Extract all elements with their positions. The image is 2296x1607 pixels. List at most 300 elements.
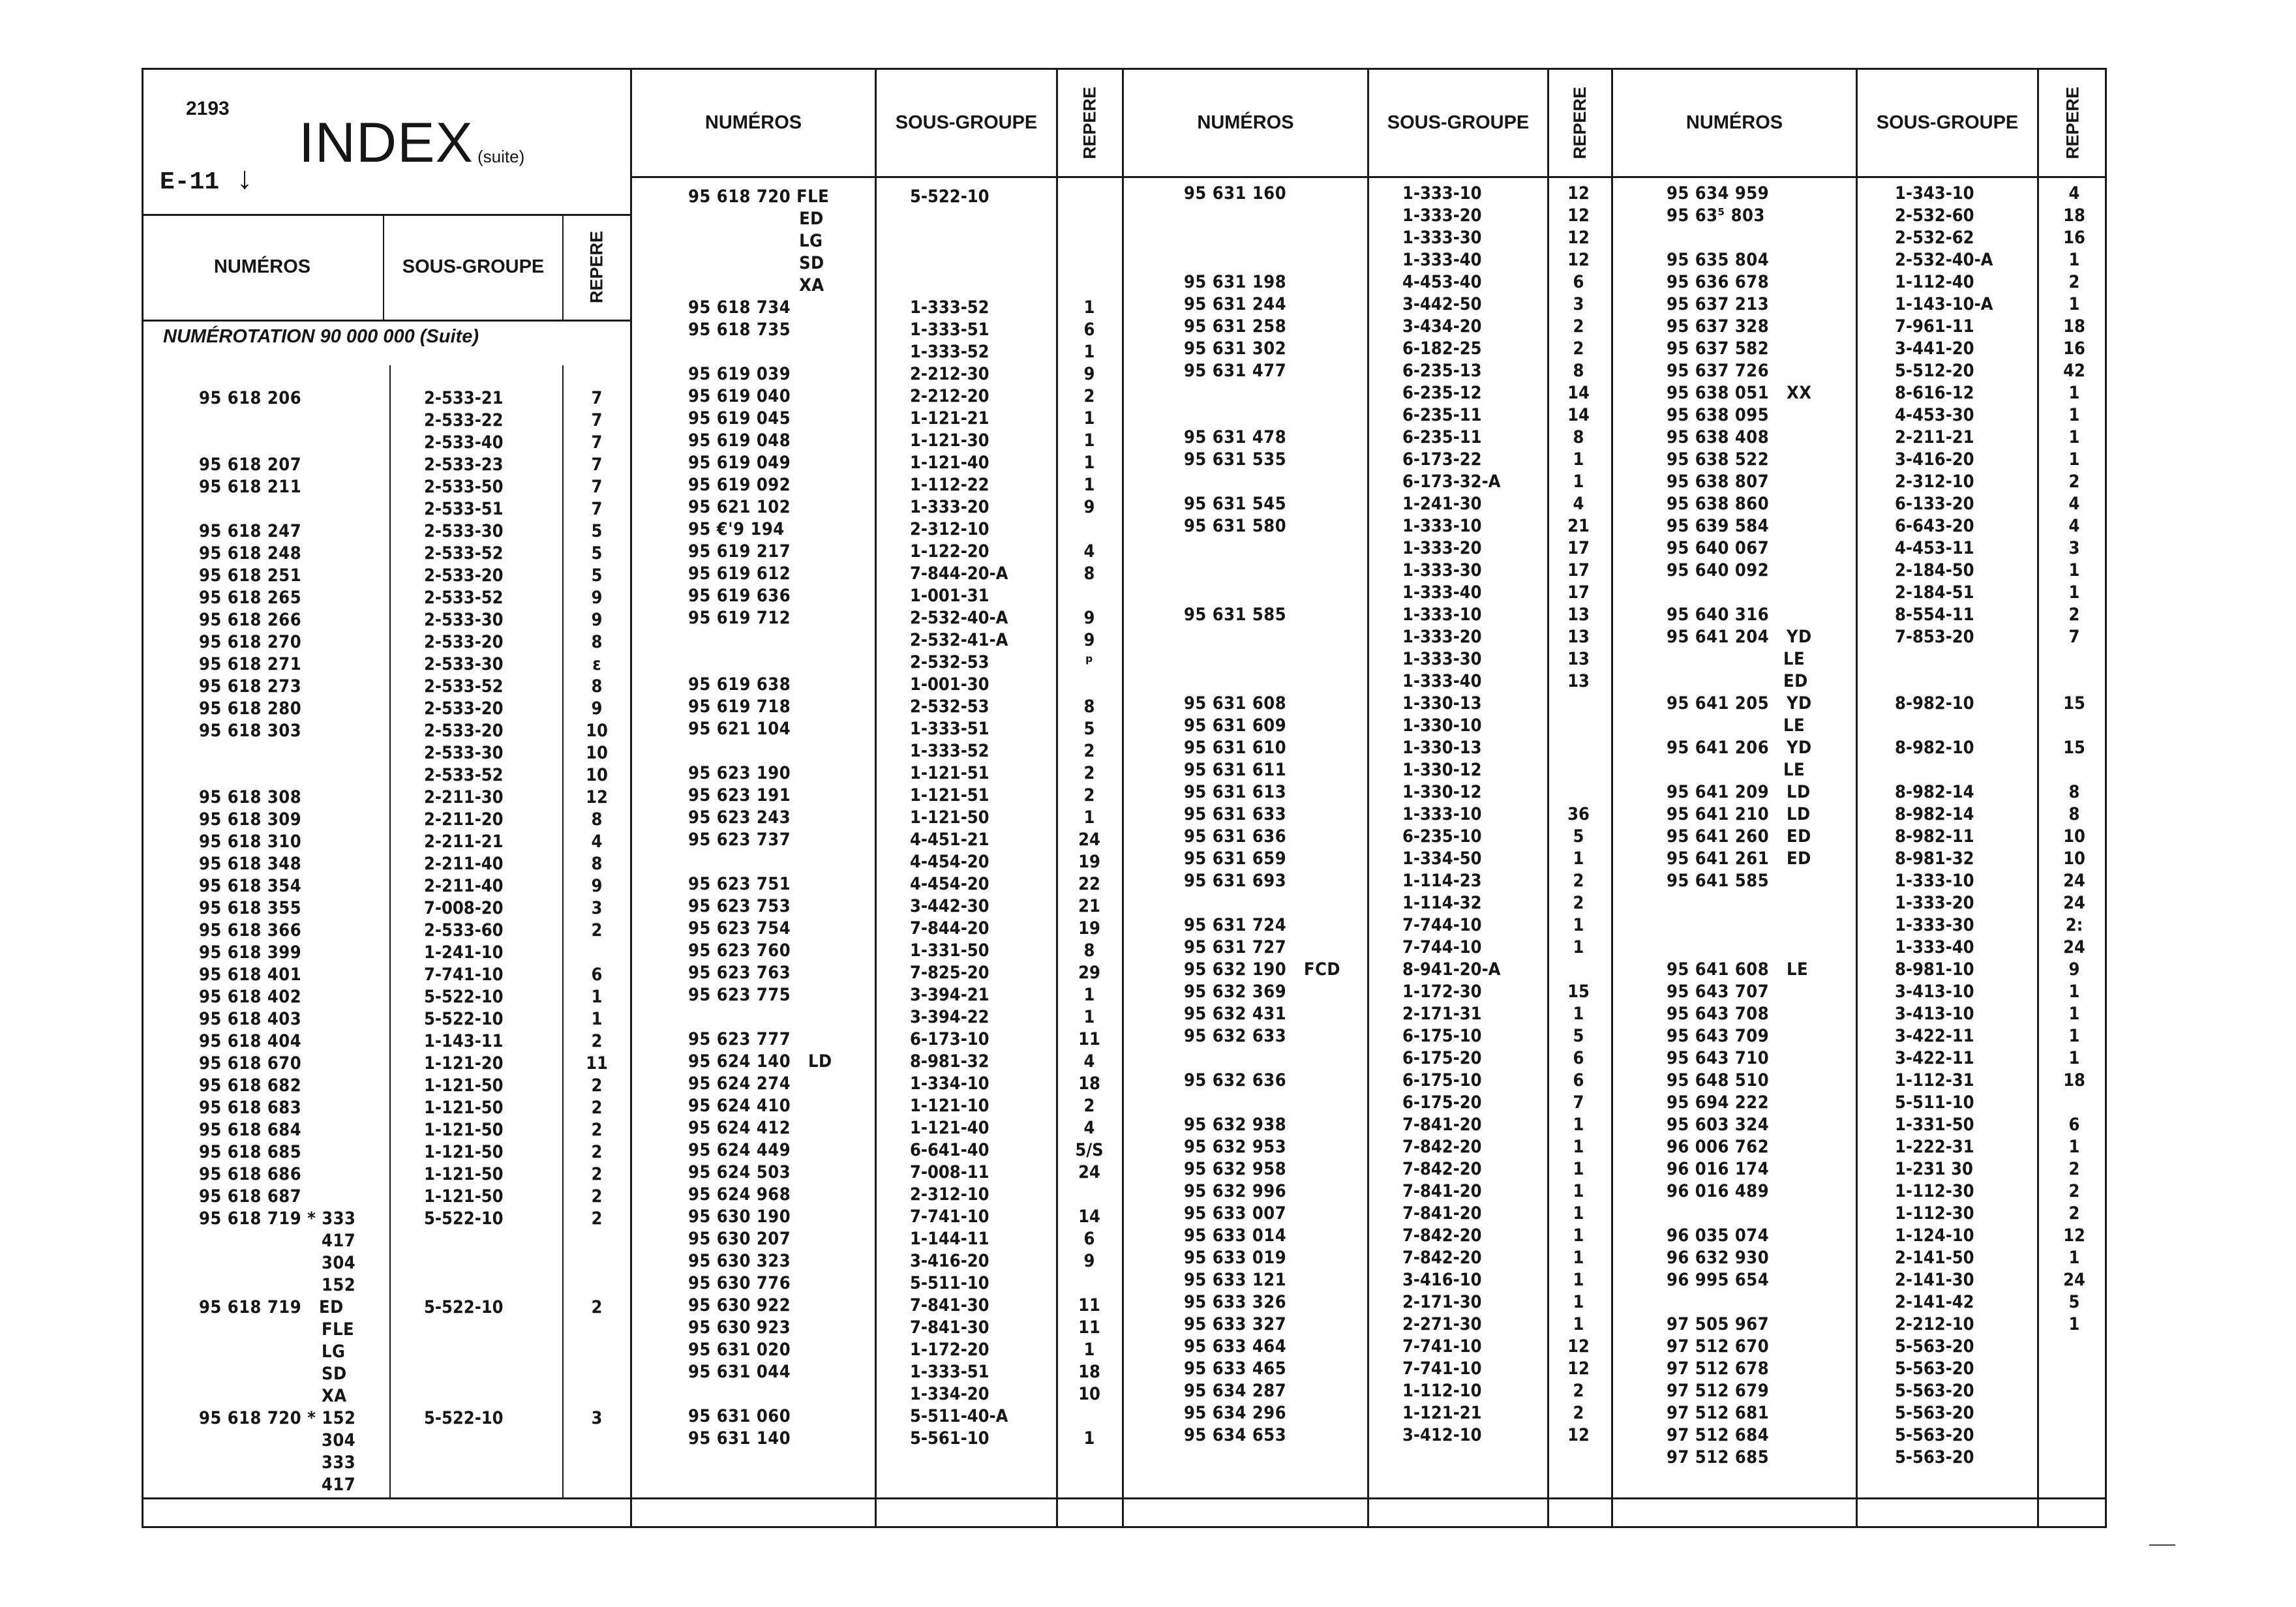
cell-repere: 2 [2068, 1203, 2080, 1224]
cell-sous-groupe: 2-141-50 [1895, 1248, 1974, 1268]
cell-numeros: 95 633 465 [1184, 1359, 1287, 1379]
cell-sous-groupe: 4-453-11 [1895, 538, 1974, 558]
cell-repere: 5 [1083, 719, 1095, 739]
cell-sous-groupe: 1-112-10 [1402, 1381, 1482, 1401]
cell-repere: 6 [1573, 272, 1584, 292]
cell-numeros: 95 643 707 [1667, 982, 1770, 1002]
column-sous-groupe [1402, 183, 1500, 1447]
cell-sous-groupe: 1-333-20 [1402, 538, 1482, 558]
cell-sous-groupe: 7-825-20 [910, 963, 989, 983]
cell-sous-groupe: 6-173-10 [910, 1029, 989, 1049]
cell-repere: 4 [1083, 541, 1095, 562]
cell-repere: 1 [1573, 1248, 1584, 1268]
cell-repere: 16 [2063, 338, 2085, 359]
cell-numeros: 95 618 719 ED [199, 1297, 344, 1317]
cell-repere: 12 [1567, 183, 1590, 203]
cell-repere: 1 [1573, 1203, 1584, 1224]
cell-numeros: 95 618 683 [199, 1098, 302, 1118]
cell-repere: 1 [1573, 849, 1584, 869]
cell-numeros [1667, 227, 1812, 249]
cell-repere: 4 [1573, 494, 1584, 514]
cell-numeros: 97 512 679 [1667, 1381, 1770, 1401]
column-repere [574, 365, 620, 1496]
cell-numeros: 95 631 477 [1184, 361, 1287, 381]
cell-numeros: 95 619 638 [688, 674, 791, 695]
cell-repere: 4 [1083, 1118, 1095, 1138]
cell-repere: 12 [1567, 1336, 1590, 1357]
cell-numeros [1667, 582, 1812, 604]
cell-numeros: 95 619 612 [688, 563, 791, 584]
cell-numeros: 95 618 270 [199, 632, 302, 652]
cell-numeros: 304 [199, 1430, 356, 1450]
cell-repere: 1 [1083, 342, 1095, 362]
cell-sous-groupe: 2-171-31 [1402, 1004, 1482, 1024]
cell-repere: 8 [1573, 361, 1584, 381]
cell-numeros [688, 740, 832, 762]
cell-repere: 1 [1083, 1428, 1095, 1449]
cell-repere: 2 [1083, 386, 1095, 406]
cell-sous-groupe: 7-842-20 [1402, 1248, 1482, 1268]
cell-numeros: 95 624 412 [688, 1118, 791, 1138]
header-sous-groupe: SOUS-GROUPE [1876, 112, 2019, 133]
cell-numeros: 95 631 633 [1184, 804, 1287, 824]
cell-sous-groupe: 1-172-20 [910, 1340, 989, 1360]
cell-sous-groupe: 2-533-21 [424, 388, 504, 408]
cell-sous-groupe: 1-121-21 [910, 408, 989, 428]
cell-sous-groupe: 1-121-51 [910, 763, 989, 783]
cell-numeros [199, 432, 355, 454]
cell-repere [2051, 1092, 2097, 1114]
cell-sous-groupe: 6-182-25 [1402, 338, 1482, 359]
cell-sous-groupe: 2-211-40 [424, 854, 504, 874]
cell-numeros: 95 618 247 [199, 521, 302, 541]
cell-sous-groupe: 1-121-20 [424, 1053, 504, 1074]
cell-numeros: 95 631 610 [1184, 738, 1287, 758]
cell-sous-groupe: 1-333-40 [1895, 937, 1974, 957]
cell-numeros: 95 624 410 [688, 1096, 791, 1116]
cell-repere: 3 [591, 1408, 603, 1428]
cell-repere: 10 [586, 743, 608, 763]
cell-repere: 1 [2068, 383, 2080, 403]
cell-repere: 2 [591, 1209, 603, 1229]
cell-sous-groupe: 2-533-30 [424, 743, 504, 763]
cell-repere: 1 [2068, 250, 2080, 270]
cell-repere: 5 [591, 521, 603, 541]
cell-sous-groupe: 2-533-30 [424, 654, 504, 674]
cell-sous-groupe: 1-231 30 [1895, 1159, 1973, 1179]
column-repere [2051, 183, 2097, 1469]
cell-sous-groupe: 1-333-20 [910, 497, 989, 517]
cell-numeros: 95 639 584 [1667, 516, 1770, 536]
cell-repere: 1 [1083, 453, 1095, 473]
cell-sous-groupe: 1-143-11 [424, 1031, 504, 1051]
cell-numeros: 95 637 328 [1667, 316, 1770, 337]
cell-numeros: 95 638 807 [1667, 472, 1770, 492]
cell-sous-groupe: 1-330-12 [1402, 760, 1482, 780]
cell-numeros: 96 995 654 [1667, 1270, 1770, 1290]
cell-numeros: 95 640 092 [1667, 560, 1770, 580]
cell-repere: 1 [2068, 294, 2080, 314]
cell-sous-groupe: 7-853-20 [1895, 627, 1974, 647]
cell-repere: 17 [1567, 560, 1590, 580]
cell-sous-groupe [424, 1385, 504, 1407]
cell-repere: 1 [2068, 1314, 2080, 1334]
cell-repere: 2 [591, 1297, 603, 1317]
cell-numeros: 95 603 324 [1667, 1115, 1770, 1135]
cell-numeros: 95 630 923 [688, 1317, 791, 1338]
cell-numeros: 95 619 718 [688, 697, 791, 717]
cell-sous-groupe: 2-212-30 [910, 364, 989, 384]
cell-numeros [1667, 1291, 1812, 1314]
cell-repere: 5/S [1075, 1140, 1104, 1160]
cell-sous-groupe: 2-312-10 [910, 1184, 989, 1205]
cell-repere: 8 [591, 854, 603, 874]
cell-repere: 2 [1573, 338, 1584, 359]
cell-sous-groupe: 3-422-11 [1895, 1048, 1974, 1068]
cell-numeros: 95 624 449 [688, 1140, 791, 1160]
cell-sous-groupe: 1-121-40 [910, 453, 989, 473]
cell-repere: 1 [2068, 1137, 2080, 1157]
cell-sous-groupe: 5-563-20 [1895, 1447, 1974, 1467]
cell-numeros: 95 618 401 [199, 965, 302, 985]
cell-repere: 9 [591, 610, 603, 630]
cell-numeros [199, 410, 355, 432]
panel-divider [630, 68, 632, 1528]
cell-repere: 24 [2063, 1270, 2085, 1290]
cell-sous-groupe [910, 275, 1008, 297]
cell-repere: 1 [1083, 1340, 1095, 1360]
cell-numeros: 95 623 191 [688, 785, 791, 805]
cell-repere: 2 [1573, 316, 1584, 337]
cell-repere: 8 [591, 632, 603, 652]
cell-repere [574, 1363, 620, 1385]
cell-numeros: 95 618 248 [199, 543, 302, 563]
cell-sous-groupe: 3-412-10 [1402, 1425, 1482, 1445]
cell-repere: 15 [2063, 738, 2085, 758]
cell-numeros: 95 623 777 [688, 1029, 791, 1049]
cell-sous-groupe: 7-741-10 [910, 1207, 989, 1227]
cell-numeros: 95 623 751 [688, 874, 791, 894]
cell-repere: 2 [1573, 1381, 1584, 1401]
cell-repere: 18 [1078, 1362, 1100, 1382]
cell-numeros: 97 505 967 [1667, 1314, 1770, 1334]
cell-numeros: 95 641 204 YD [1667, 627, 1812, 647]
cell-sous-groupe: 7-841-30 [910, 1295, 989, 1315]
cell-sous-groupe: 1-333-52 [910, 342, 989, 362]
cell-numeros: 95 637 213 [1667, 294, 1770, 314]
cell-repere: 2 [1083, 741, 1095, 761]
cell-numeros [1184, 670, 1340, 693]
cell-repere: 2 [1083, 763, 1095, 783]
cell-repere: 16 [2063, 228, 2085, 248]
cell-numeros: 95 638 051 XX [1667, 383, 1812, 403]
cell-repere: 24 [2063, 871, 2085, 891]
cell-repere: 17 [1567, 538, 1590, 558]
cell-numeros: 95 631 160 [1184, 183, 1287, 203]
header-numeros: NUMÉROS [213, 256, 311, 277]
cell-sous-groupe: 1-333-52 [910, 741, 989, 761]
cell-sous-groupe: 7-008-20 [424, 898, 504, 918]
cell-numeros: 95 648 510 [1667, 1070, 1770, 1090]
cell-repere: 17 [1567, 582, 1590, 603]
cell-sous-groupe: 2-533-23 [424, 455, 504, 475]
cell-repere: 2 [2068, 272, 2080, 292]
cell-sous-groupe [1895, 715, 1993, 737]
cell-repere [574, 1474, 620, 1496]
cell-numeros: 95 631 693 [1184, 871, 1287, 891]
cell-repere: 13 [1567, 627, 1590, 647]
cell-numeros: 95 618 271 [199, 654, 302, 674]
cell-repere: 2 [591, 1031, 603, 1051]
cell-sous-groupe: 2-533-20 [424, 632, 504, 652]
cell-repere: 2 [591, 1186, 603, 1207]
cell-repere: 5 [591, 565, 603, 586]
column-sous-groupe [424, 365, 504, 1496]
cell-numeros: 95 619 048 [688, 430, 791, 451]
cell-sous-groupe: 8-982-10 [1895, 693, 1974, 713]
cell-numeros: 95 631 060 [688, 1406, 791, 1426]
cell-sous-groupe: 1-121-51 [910, 785, 989, 805]
cell-numeros: 95 631 302 [1184, 338, 1287, 359]
cell-sous-groupe: 2-312-10 [1895, 472, 1974, 492]
cell-repere [1070, 208, 1109, 230]
cell-repere: 5 [1573, 1026, 1584, 1046]
cell-sous-groupe [910, 208, 1008, 230]
cell-numeros: 95 634 296 [1184, 1403, 1287, 1423]
cell-numeros: 95 621 102 [688, 497, 791, 517]
header-sous-groupe: SOUS-GROUPE [402, 256, 545, 277]
cell-numeros: 95 618 682 [199, 1075, 302, 1096]
cell-numeros: 95 632 953 [1184, 1137, 1287, 1157]
cell-sous-groupe [424, 365, 504, 387]
section-label: NUMÉROTATION 90 000 000 (Suite) [163, 326, 479, 347]
cell-repere: 1 [2068, 982, 2080, 1002]
cell-sous-groupe: 2-212-10 [1895, 1314, 1974, 1334]
cell-numeros: 95 624 140 LD [688, 1051, 832, 1072]
cell-repere: 1 [2068, 1048, 2080, 1068]
cell-numeros [1184, 537, 1340, 560]
cell-repere: 1 [2068, 1026, 2080, 1046]
cell-sous-groupe [424, 1474, 504, 1496]
cell-sous-groupe: 1-333-30 [1402, 228, 1482, 248]
cell-repere: 6 [2068, 1115, 2080, 1135]
cell-repere: 7 [591, 477, 603, 497]
cell-repere: 12 [2063, 1225, 2085, 1246]
cell-repere: 1 [1083, 475, 1095, 495]
cell-repere: 15 [2063, 693, 2085, 713]
cell-numeros [1184, 648, 1340, 670]
cell-repere: 4 [1083, 1051, 1095, 1072]
cell-numeros: 95 631 535 [1184, 449, 1287, 470]
cell-sous-groupe: 2-533-52 [424, 676, 504, 697]
cell-numeros: 95 641 209 LD [1667, 782, 1811, 802]
cell-sous-groupe: 7-842-20 [1402, 1225, 1482, 1246]
cell-numeros: 95 631 580 [1184, 516, 1287, 536]
cell-repere: 10 [586, 721, 608, 741]
cell-repere: 18 [2063, 1070, 2085, 1090]
cell-repere [574, 1252, 620, 1274]
cell-repere [1070, 186, 1109, 208]
cell-sous-groupe: 1-333-10 [1402, 804, 1482, 824]
cell-sous-groupe: 5-563-20 [1895, 1403, 1974, 1423]
cell-sous-groupe: 8-981-32 [1895, 849, 1974, 869]
cell-numeros: 95 630 323 [688, 1251, 791, 1271]
cell-sous-groupe: 6-175-10 [1402, 1070, 1482, 1090]
cell-repere [1070, 1405, 1109, 1428]
column-divider [1547, 68, 1549, 1528]
cell-numeros: LG [688, 231, 823, 251]
cell-repere: 2 [1083, 1096, 1095, 1116]
cell-repere: 6 [591, 965, 603, 985]
cell-numeros: XA [199, 1386, 347, 1406]
cell-numeros: 95 619 040 [688, 386, 791, 406]
cell-repere: 9 [1083, 1251, 1095, 1271]
cell-sous-groupe: 2-271-30 [1402, 1314, 1482, 1334]
cell-repere: 2 [591, 920, 603, 940]
cell-sous-groupe: 2-533-20 [424, 565, 504, 586]
cell-repere: 14 [1078, 1207, 1100, 1227]
header-sous-groupe: SOUS-GROUPE [1387, 112, 1530, 133]
cell-numeros [688, 1383, 832, 1405]
cell-numeros: 95 632 996 [1184, 1181, 1287, 1201]
cell-numeros: 95 641 210 LD [1667, 804, 1811, 824]
cell-numeros: 95 618 206 [199, 388, 302, 408]
cell-sous-groupe: 6-641-40 [910, 1140, 989, 1160]
cell-sous-groupe: 7-841-20 [1402, 1203, 1482, 1224]
cell-repere [1559, 715, 1598, 737]
cell-repere: 1 [1573, 449, 1584, 470]
cell-sous-groupe: 8-982-14 [1895, 782, 1974, 802]
cell-repere: 8 [1083, 697, 1095, 717]
cell-sous-groupe: 6-643-20 [1895, 516, 1974, 536]
header-rule [630, 176, 2107, 178]
cell-sous-groupe: 1-333-10 [1402, 516, 1482, 536]
cell-repere: 2 [591, 1142, 603, 1162]
cell-repere: 8 [1083, 940, 1095, 961]
cell-sous-groupe: 7-841-20 [1402, 1115, 1482, 1135]
cell-sous-groupe: 4-454-20 [910, 874, 989, 894]
cell-numeros: 95 618 720 FLE [688, 187, 830, 207]
cell-repere: ε [592, 654, 601, 674]
page-number: 2193 [186, 98, 230, 119]
cell-repere: 7 [591, 410, 603, 430]
cell-numeros: 95 631 545 [1184, 494, 1287, 514]
cell-repere: 11 [586, 1053, 608, 1074]
cell-repere: 42 [2063, 361, 2085, 381]
cell-sous-groupe: 6-173-22 [1402, 449, 1482, 470]
cell-numeros: 95 635 804 [1667, 250, 1770, 270]
cell-numeros: 95 618 280 [199, 698, 302, 719]
cell-numeros: 95 640 316 [1667, 605, 1770, 625]
cell-repere: 1 [1573, 1115, 1584, 1135]
cell-numeros: 95 623 754 [688, 918, 791, 939]
cell-sous-groupe: 5-512-20 [1895, 361, 1974, 381]
cell-numeros: 95 €'9 194 [688, 519, 785, 539]
cell-sous-groupe: 3-441-20 [1895, 338, 1974, 359]
cell-sous-groupe: 1-333-10 [1402, 183, 1482, 203]
cell-numeros: 95 631 044 [688, 1362, 791, 1382]
cell-sous-groupe: 1-333-30 [1895, 915, 1974, 935]
cell-repere [2051, 1424, 2097, 1447]
cell-numeros [1184, 626, 1340, 648]
cell-sous-groupe: 1-343-10 [1895, 183, 1974, 203]
column-divider [1856, 68, 1858, 1528]
cell-repere: 10 [1078, 1384, 1100, 1404]
cell-sous-groupe: 2-533-22 [424, 410, 504, 430]
cell-sous-groupe: 1-330-12 [1402, 782, 1482, 802]
cell-numeros: 95 619 049 [688, 453, 791, 473]
cell-numeros: 95 618 309 [199, 809, 302, 830]
cell-repere: 15 [1567, 982, 1590, 1002]
cell-sous-groupe: 2-211-21 [424, 832, 504, 852]
cell-numeros: 95 630 190 [688, 1207, 791, 1227]
cell-sous-groupe: 1-122-20 [910, 541, 989, 562]
cell-sous-groupe: 5-511-10 [1895, 1092, 1974, 1113]
cell-numeros: 95 632 431 [1184, 1004, 1287, 1024]
column-repere [1070, 186, 1109, 1450]
cell-numeros: 95 618 348 [199, 854, 302, 874]
cell-numeros: 95 643 709 [1667, 1026, 1770, 1046]
cell-numeros: 95 631 608 [1184, 693, 1287, 713]
cell-sous-groupe: 2-532-53 [910, 697, 989, 717]
cell-sous-groupe: 3-434-20 [1402, 316, 1482, 337]
cell-sous-groupe: 3-442-50 [1402, 294, 1482, 314]
cell-sous-groupe: 2-533-40 [424, 432, 504, 453]
cell-sous-groupe: 7-741-10 [424, 965, 504, 985]
cell-numeros: 95 630 776 [688, 1273, 791, 1293]
cell-repere: 9 [591, 698, 603, 719]
cell-numeros: 95 623 763 [688, 963, 791, 983]
cell-sous-groupe: 5-561-10 [910, 1428, 989, 1449]
cell-numeros: XA [688, 275, 824, 295]
cell-repere [1559, 759, 1598, 781]
cell-sous-groupe: 1-333-51 [910, 719, 989, 739]
column-numeros [1184, 183, 1340, 1447]
cell-repere: 1 [1573, 915, 1584, 935]
cell-sous-groupe: 2-533-52 [424, 588, 504, 608]
cell-numeros: 95 618 402 [199, 987, 302, 1007]
cell-numeros: 95 631 724 [1184, 915, 1287, 935]
cell-sous-groupe: 2-211-20 [424, 809, 504, 830]
header-repere: REPERE [2062, 86, 2083, 159]
cell-repere: 4 [2068, 516, 2080, 536]
cell-sous-groupe: 7-844-20-A [910, 563, 1008, 584]
cell-repere [1070, 1184, 1109, 1206]
cell-numeros: 95 618 719 * 333 [199, 1209, 356, 1229]
column-divider [1367, 68, 1369, 1528]
cell-numeros: 95 632 636 [1184, 1070, 1287, 1090]
cell-numeros: 95 633 327 [1184, 1314, 1287, 1334]
cell-repere: 11 [1078, 1295, 1100, 1315]
cell-numeros [1667, 937, 1812, 959]
cell-numeros: 95 632 958 [1184, 1159, 1287, 1179]
cell-numeros: 95 638 522 [1667, 449, 1770, 470]
cell-repere: 2 [591, 1098, 603, 1118]
cell-numeros: LE [1667, 649, 1805, 669]
cell-numeros: 95 638 095 [1667, 405, 1770, 425]
cell-repere: 24 [1078, 1162, 1100, 1182]
cell-numeros: 95 619 045 [688, 408, 791, 428]
cell-numeros: 95 631 611 [1184, 760, 1287, 780]
cell-numeros: 95 631 609 [1184, 715, 1287, 736]
cell-numeros: 95 618 355 [199, 898, 302, 918]
cell-sous-groupe: 8-982-10 [1895, 738, 1974, 758]
cell-repere: 19 [1078, 852, 1100, 872]
cell-repere: 3 [1573, 294, 1584, 314]
cell-repere: 12 [1567, 250, 1590, 270]
cell-numeros: SD [199, 1364, 347, 1384]
cell-repere [574, 1385, 620, 1407]
